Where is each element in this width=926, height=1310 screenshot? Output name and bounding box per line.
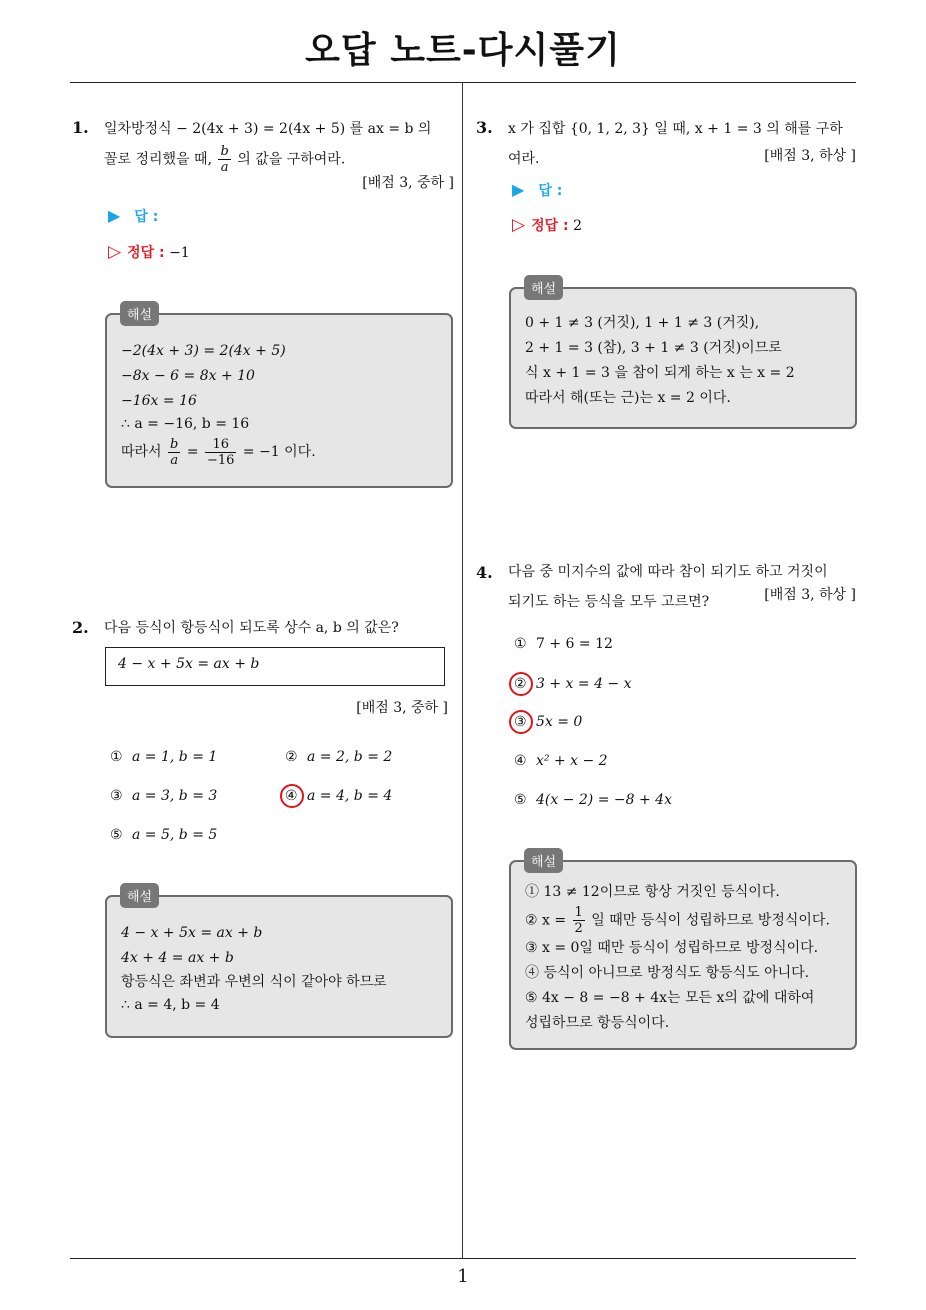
q4-number: 4. (476, 563, 493, 582)
q4-option-4[interactable]: ④ x² + x − 2 (514, 753, 608, 769)
play-icon: ▶ (512, 180, 525, 199)
bottom-rule (70, 1258, 856, 1259)
q2-number: 2. (72, 618, 89, 637)
page-number: 1 (457, 1266, 469, 1287)
q3-text: x 가 집합 {0, 1, 2, 3} 일 때, x + 1 = 3 의 해를 구하 여라. (508, 121, 843, 167)
q1-correct-row: ▷ 정답 : −1 (108, 242, 190, 262)
q2-text: 다음 등식이 항등식이 되도록 상수 a, b 의 값은? (104, 620, 399, 636)
column-separator (462, 83, 463, 1258)
q1-explanation-tab: 해설 (120, 301, 159, 326)
q4-score: [배점 3, 하상 ] (764, 587, 856, 603)
q1-number: 1. (72, 118, 89, 137)
q4-option-3[interactable]: ③ 5x = 0 (514, 714, 583, 730)
q4-option-1[interactable]: ① 7 + 6 = 12 (514, 636, 613, 652)
q1-correct-value: −1 (169, 245, 190, 261)
q4-text: 다음 중 미지수의 값에 따라 참이 되기도 하고 거짓이 되기도 하는 등식을 모두 고르면? (508, 564, 828, 610)
q2-option-1[interactable]: ① a = 1, b = 1 (110, 749, 218, 765)
outline-triangle-icon: ▷ (108, 242, 122, 262)
q2-explanation-box: 4 − x + 5x = ax + b 4x + 4 = ax + b 항등식은 좌변과 우변의 식이 같아야 하므로 ∴ a = 4, b = 4 (105, 895, 453, 1038)
q3-number: 3. (476, 118, 493, 137)
q2-option-2[interactable]: ② a = 2, b = 2 (285, 749, 393, 765)
q2-selected-mark (280, 784, 304, 808)
q1-line1: 일차방정식 − 2(4x + 3) = 2(4x + 5) 를 ax = b 의 (104, 121, 432, 137)
q4-selected-mark-3 (509, 710, 533, 734)
q3-correct-row: ▷ 정답 : 2 (512, 215, 582, 235)
q3-correct-value: 2 (573, 218, 582, 234)
q2-explanation-tab: 해설 (120, 883, 159, 908)
play-icon: ▶ (108, 206, 121, 225)
q1-text (104, 114, 454, 175)
q3-answer-row: ▶ 답 : (512, 180, 563, 199)
q2-equation-box: 4 − x + 5x = ax + b (105, 647, 445, 686)
q4-selected-mark-2 (509, 672, 533, 696)
q1-answer-row (108, 206, 158, 226)
q4-explanation-box: ① 13 ≠ 12이므로 항상 거짓인 등식이다. ② x = $\frac{1}{2}$ 일 때만 등식이 성립하므로 방정식이다. ③ x = 0일 때만 등식이 성립하므로 방정식이다. ④ 등식이 아니므로 방정식도 항등식도 아니다. ⑤ 4x − 8 = −8 + 4x는 모든 x의 값에 대하여 성립하므로 항등식이다. (509, 860, 857, 1050)
q3-explanation-box: 0 + 1 ≠ 3 (거짓), 1 + 1 ≠ 3 (거짓), 2 + 1 = 3 (참), 3 + 1 ≠ 3 (거짓)이므로 식 x + 1 = 3 을 참이 되게 하는 x 는 x = 2 따라서 해(또는 근)는 x = 2 이다. (509, 287, 857, 429)
q1-score: [배점 3, 중하 ] (362, 175, 454, 191)
q3-score: [배점 3, 하상 ] (764, 148, 856, 164)
q3-explanation-tab: 해설 (524, 275, 563, 300)
q1-explanation-box: −2(4x + 3) = 2(4x + 5) −8x − 6 = 8x + 10 −16x = 16 ∴ a = −16, b = 16 따라서 $\frac{b}{a}$ = $\frac{16}{-16}$ = −1 이다. (105, 313, 453, 488)
q4-explanation-tab: 해설 (524, 848, 563, 873)
q2-score: [배점 3, 중하 ] (356, 700, 448, 716)
q2-option-5[interactable]: ⑤ a = 5, b = 5 (110, 827, 218, 843)
outline-triangle-icon: ▷ (512, 215, 526, 235)
q1-fraction: $\frac{b}{a}$ (220, 144, 229, 175)
q1-line2: 꼴로 정리했을 때, $\frac{b}{a}$ 의 값을 구하여라. (104, 144, 346, 175)
top-rule (70, 82, 856, 83)
q4-option-2[interactable]: ② 3 + x = 4 − x (514, 676, 632, 692)
q2-option-3[interactable]: ③ a = 3, b = 3 (110, 788, 218, 804)
q2-option-4[interactable]: ④ a = 4, b = 4 (285, 788, 393, 804)
q4-exp-line2: ② x = $\frac{1}{2}$ 일 때만 등식이 성립하므로 방정식이다. (525, 905, 830, 936)
q1-exp-conclusion: 따라서 $\frac{b}{a}$ = $\frac{16}{-16}$ = −1 이다. (121, 436, 316, 468)
answer-label: 답 : (134, 209, 159, 225)
q4-option-5[interactable]: ⑤ 4(x − 2) = −8 + 4x (514, 792, 672, 808)
page-title: 오답 노트-다시풀기 (305, 30, 621, 71)
